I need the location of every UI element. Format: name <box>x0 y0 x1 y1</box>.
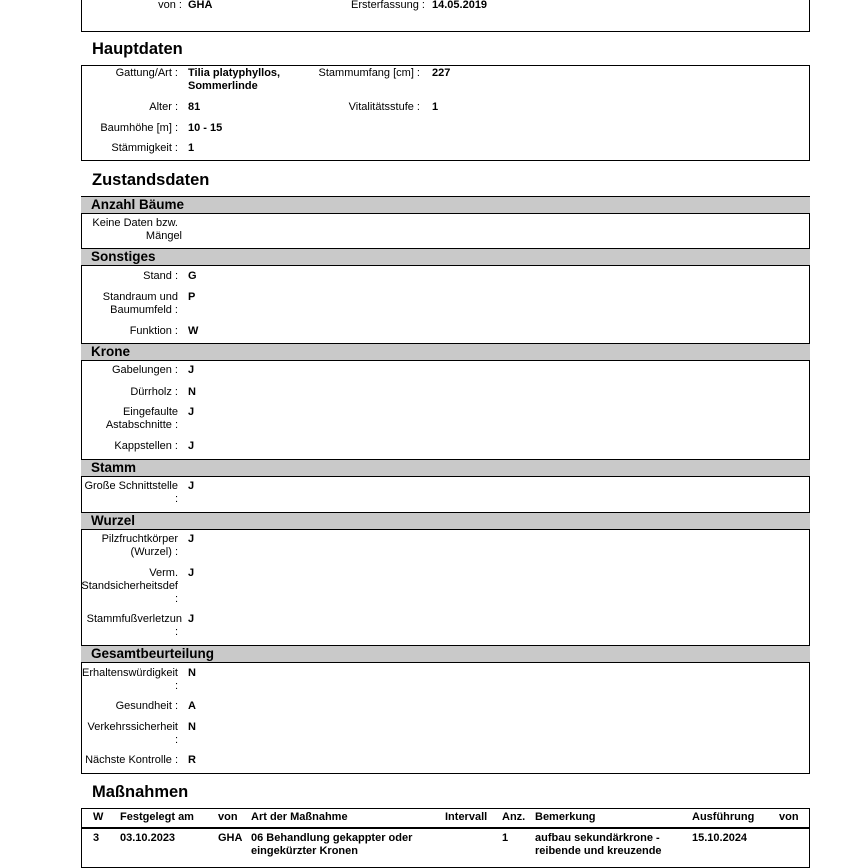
funktion-label: Funktion : <box>129 325 178 337</box>
schnittstelle-label-1: Große Schnittstelle <box>84 480 178 492</box>
gattung-value-2: Sommerlinde <box>188 80 258 92</box>
stammfuss-value: J <box>188 613 195 625</box>
funktion-value: W <box>188 325 199 337</box>
verkehrssicherheit-label-2: : <box>174 734 178 746</box>
col-intervall: Intervall <box>445 811 488 823</box>
section-bar-gesamt <box>81 645 810 663</box>
section-bar-sonstiges <box>81 248 810 266</box>
stammumfang-label: Stammumfang [cm] : <box>318 67 420 79</box>
wurzel-heading: Wurzel <box>91 513 136 528</box>
stammumfang-value: 227 <box>432 67 451 79</box>
kappstellen-value: J <box>188 440 195 452</box>
von-label: von : <box>158 0 182 11</box>
stammfuss-label-1: Stammfußverletzun <box>86 613 182 625</box>
col-von: von <box>218 811 238 823</box>
stand-label: Stand : <box>143 270 178 282</box>
hauptdaten-heading: Hauptdaten <box>92 40 183 58</box>
staemmigkeit-label: Stämmigkeit : <box>111 142 178 154</box>
row-bemerkung-1: aufbau sekundärkrone - <box>535 832 660 844</box>
row-w: 3 <box>93 832 100 844</box>
col-von-2: von <box>779 811 799 823</box>
col-bemerkung: Bemerkung <box>535 811 596 823</box>
verm-value: J <box>188 567 195 579</box>
row-art-2: eingekürzter Kronen <box>251 845 358 857</box>
schnittstelle-value: J <box>188 480 195 492</box>
erhaltenswuerdigkeit-label-1: Erhaltenswürdigkeit <box>82 667 178 679</box>
verm-label-3: : <box>174 593 178 605</box>
gattung-label: Gattung/Art : <box>115 67 178 79</box>
pilz-label-1: Pilzfruchtkörper <box>101 533 178 545</box>
verkehrssicherheit-label-1: Verkehrssicherheit <box>87 721 178 733</box>
section-bar-krone <box>81 343 810 361</box>
baumhoehe-value: 10 - 15 <box>188 122 223 134</box>
vitalitaet-label: Vitalitätsstufe : <box>348 101 420 113</box>
ersterfassung-label: Ersterfassung : <box>351 0 425 11</box>
von-value: GHA <box>188 0 213 11</box>
sonstiges-heading: Sonstiges <box>91 249 156 264</box>
eingefaulte-label-1: Eingefaulte <box>122 406 178 418</box>
col-art: Art der Maßnahme <box>251 811 348 823</box>
erhaltenswuerdigkeit-label-2: : <box>174 680 178 692</box>
alter-value: 81 <box>188 101 201 113</box>
baumhoehe-label: Baumhöhe [m] : <box>100 122 178 134</box>
gesundheit-value: A <box>188 700 196 712</box>
gesamt-heading: Gesamtbeurteilung <box>91 646 215 661</box>
duerrholz-label: Dürrholz : <box>130 386 178 398</box>
zustandsdaten-heading: Zustandsdaten <box>92 171 210 189</box>
row-ausfuehrung: 15.10.2024 <box>692 832 748 844</box>
pilz-value: J <box>188 533 195 545</box>
col-anz: Anz. <box>502 811 526 823</box>
gattung-value-1: Tilia platyphyllos, <box>188 67 281 79</box>
stand-value: G <box>188 270 197 282</box>
col-w: W <box>93 811 104 823</box>
gabelungen-label: Gabelungen : <box>111 364 178 376</box>
col-ausfuehrung: Ausführung <box>692 811 755 823</box>
col-festgelegt: Festgelegt am <box>120 811 194 823</box>
massnahmen-header-divider <box>81 827 810 829</box>
row-von: GHA <box>218 832 243 844</box>
keine-daten-line2: Mängel <box>145 230 182 242</box>
section-bar-anzahl <box>81 196 810 214</box>
section-bar-wurzel <box>81 512 810 530</box>
massnahmen-heading: Maßnahmen <box>92 783 189 801</box>
naechste-kontrolle-label: Nächste Kontrolle : <box>85 754 178 766</box>
stamm-heading: Stamm <box>91 460 137 475</box>
standraum-label-2: Baumumfeld : <box>110 304 178 316</box>
standraum-label-1: Standraum und <box>102 291 178 303</box>
row-art-1: 06 Behandlung gekappter oder <box>251 832 413 844</box>
gabelungen-value: J <box>188 364 195 376</box>
row-bemerkung-2: reibende und kreuzende <box>535 845 662 857</box>
keine-daten-line1: Keine Daten bzw. <box>92 217 178 229</box>
ersterfassung-value: 14.05.2019 <box>432 0 488 11</box>
verm-label-1: Verm. <box>149 567 178 579</box>
kappstellen-label: Kappstellen : <box>114 440 178 452</box>
pilz-label-2: (Wurzel) : <box>130 546 178 558</box>
verkehrssicherheit-value: N <box>188 721 196 733</box>
row-festgelegt: 03.10.2023 <box>120 832 176 844</box>
eingefaulte-label-2: Astabschnitte : <box>105 419 178 431</box>
alter-label: Alter : <box>149 101 178 113</box>
eingefaulte-value: J <box>188 406 195 418</box>
duerrholz-value: N <box>188 386 196 398</box>
krone-heading: Krone <box>91 344 131 359</box>
row-anz: 1 <box>502 832 509 844</box>
staemmigkeit-value: 1 <box>188 142 195 154</box>
anzahl-heading: Anzahl Bäume <box>91 197 185 212</box>
standraum-value: P <box>188 291 196 303</box>
erhaltenswuerdigkeit-value: N <box>188 667 196 679</box>
gesundheit-label: Gesundheit : <box>115 700 178 712</box>
section-bar-stamm <box>81 459 810 477</box>
verm-label-2: Standsicherheitsdef <box>81 580 178 592</box>
stammfuss-label-2: : <box>174 626 178 638</box>
naechste-kontrolle-value: R <box>188 754 196 766</box>
vitalitaet-value: 1 <box>432 101 439 113</box>
schnittstelle-label-2: : <box>174 493 178 505</box>
